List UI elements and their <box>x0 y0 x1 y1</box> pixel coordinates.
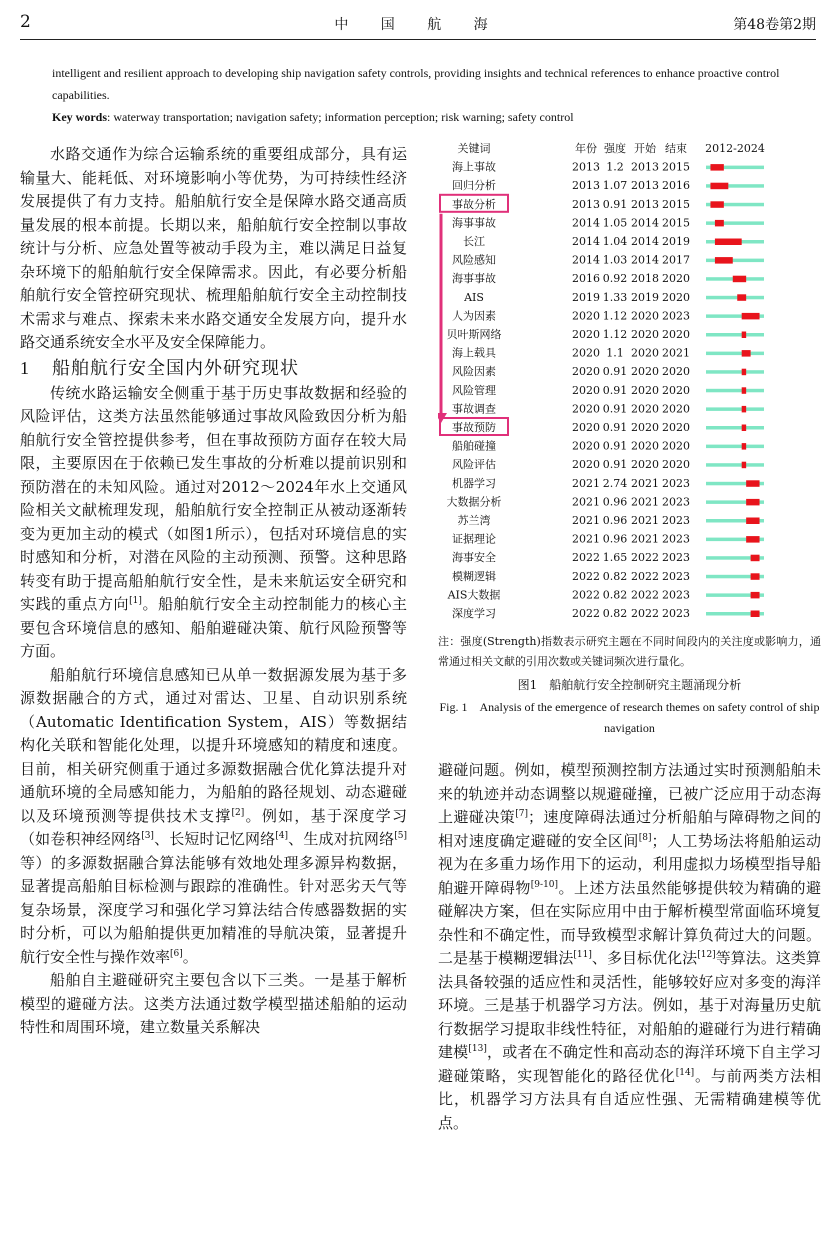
end-cell: 2020 <box>662 272 690 286</box>
strength-cell: 1.04 <box>602 235 628 248</box>
begin-cell: 2018 <box>631 272 659 286</box>
strength-cell: 1.12 <box>602 309 628 323</box>
end-cell: 2023 <box>662 495 690 509</box>
year-cell: 2020 <box>572 439 600 453</box>
timeline-baseline <box>706 352 764 356</box>
paragraph-text: ；人工势场法将船舶运动视为在多重力场作用下的运动，利用虚拟力场模型指导船舶避开障碍物 <box>438 831 821 897</box>
strength-cell: 0.82 <box>602 607 628 620</box>
end-cell: 2015 <box>662 216 690 230</box>
citation: [5] <box>394 831 407 841</box>
keyword-label: AIS <box>464 290 484 304</box>
citation: [2] <box>231 807 245 818</box>
begin-cell: 2020 <box>631 346 659 360</box>
paragraph-text: 避碰问题。例如，模型预测控制方法通过实时预测船舶未来的轨迹并动态调整以规避碰撞，已被广泛应用于动态海上避碰决策 <box>438 761 821 826</box>
burst-bar <box>742 332 746 339</box>
keyword-label: 海事事故 <box>452 216 496 230</box>
figure-caption-cn: 图1 船舶航行安全控制研究主题涌现分析 <box>517 678 742 692</box>
end-cell: 2020 <box>662 328 690 341</box>
paragraph-traditional-safety <box>20 382 407 664</box>
paragraph-text: 。船舶航行安全主动控制能力的核心主要包含环境信息的感知、船舶避碰决策、航行风险预警等方面。 <box>20 595 407 660</box>
burst-bar <box>742 313 760 320</box>
burst-bar <box>746 499 759 506</box>
paragraph-text: 等）的多源数据融合算法能够有效地处理多源异构数据，显著提高船舶目标检测与跟踪的准确性。针对恶劣天气等复杂场景，深度学习和强化学习算法结合传感器数据的实时分析，可以为船舶提供更加精准的导航决策，显著提升航行安全性与操作效率 <box>20 853 407 966</box>
keyword-label: 海上载具 <box>452 346 496 360</box>
year-cell: 2013 <box>572 197 600 211</box>
year-cell: 2020 <box>572 365 600 379</box>
left-column <box>20 143 407 1040</box>
burst-bar <box>742 350 751 357</box>
burst-bar <box>742 387 746 394</box>
column-header: 结束 <box>665 142 687 155</box>
year-cell: 2013 <box>572 160 600 174</box>
keyword-label: 风险评估 <box>452 458 496 472</box>
journal-title: 中 国 航 海 <box>334 17 502 33</box>
end-cell: 2023 <box>662 607 690 620</box>
begin-cell: 2013 <box>631 160 659 174</box>
paragraph-perception <box>20 664 407 970</box>
paragraph-text: 传统水路运输安全侧重于基于历史事故数据和经验的风险评估，这类方法虽然能够通过事故风险致因分析为船舶航行安全管控提供参考，但在事故预防方面存在较大局限，主要原因在于依赖已发生事故的分析难以提前识别和预防潜在的未知风险。通过对2012～2024年水上交通风险相关文献梳理发现，船舶航行安全控制正从被动逐渐转变为更加主动的模式（如图1所示），包括对环境信息的实时感知和分析，对潜在风险的主动预测、预警。这种思路转变有助于提高船舶航行安全性，是未来航运安全研究和实践的重点方向 <box>20 383 407 613</box>
year-cell: 2014 <box>572 253 600 267</box>
volume-issue: 第48卷第2期 <box>733 17 816 33</box>
begin-cell: 2020 <box>631 458 659 472</box>
column-header: 强度 <box>604 142 626 155</box>
keyword-label: 苏兰湾 <box>457 514 491 527</box>
burst-bar <box>742 443 746 450</box>
paragraph-text: 。例如，基于深度学习（如卷积神经网络 <box>20 806 407 848</box>
keyword-label: 证据理论 <box>452 532 496 546</box>
burst-bar <box>737 294 746 301</box>
burst-bar <box>746 518 759 525</box>
keyword-label: 深度学习 <box>452 607 496 620</box>
figure-1 <box>438 140 821 739</box>
keyword-label: 模糊逻辑 <box>452 569 496 583</box>
paragraph-text: ，或者在不确定性和高动态的海洋环境下自主学习避碰策略，实现智能化的路径优化 <box>438 1043 821 1085</box>
keyword-label: 风险管理 <box>452 383 496 397</box>
timeline-baseline <box>706 333 764 337</box>
strength-cell: 1.1 <box>606 346 624 360</box>
timeline-baseline <box>706 259 764 263</box>
begin-cell: 2019 <box>631 290 659 304</box>
paragraph-text: 船舶航行环境信息感知已从单一数据源发展为基于多源数据融合的方式，通过对雷达、卫星、自动识别系统（Automatic Identification System，AIS）等数据结构化关联和智能化处理，以提升环境感知的精度和速度。目前，相关研究侧重于通过多源数据融合优化算法提升对通航环境的全局感知能力，为船舶的路径规划、动态避碰以及环境预测等提供技术支撑 <box>20 665 407 825</box>
begin-cell: 2013 <box>631 197 659 211</box>
strength-cell: 1.05 <box>602 216 628 230</box>
burst-bar <box>746 480 759 487</box>
strength-cell: 0.96 <box>602 514 628 527</box>
year-cell: 2021 <box>572 495 600 509</box>
timeline-baseline <box>706 370 764 374</box>
burst-bar <box>742 425 746 432</box>
begin-cell: 2014 <box>631 216 659 230</box>
keyword-label: 船舶碰撞 <box>452 439 496 453</box>
burst-bar <box>710 201 723 208</box>
keyword-label: 贝叶斯网络 <box>446 328 502 341</box>
burst-bar <box>715 257 733 264</box>
burst-bar <box>746 536 759 543</box>
strength-cell: 2.74 <box>602 476 628 490</box>
burst-bar <box>715 220 724 227</box>
abstract-text: intelligent and resilient approach to developing ship navigation safety controls, providing insights and technical references to enhance proactive control capabilities. <box>52 66 780 102</box>
begin-cell: 2021 <box>631 532 659 546</box>
keywords-label: Key words <box>52 110 107 124</box>
timeline-baseline <box>706 389 764 393</box>
begin-cell: 2022 <box>631 569 659 583</box>
citation: [6] <box>170 948 183 959</box>
paragraph-text: 、长短时记忆网络 <box>153 830 276 848</box>
section-title: 船舶航行安全国内外研究现状 <box>52 357 299 379</box>
column-header: 年份 <box>575 142 597 155</box>
right-column <box>438 759 821 1135</box>
begin-cell: 2013 <box>631 179 659 193</box>
strength-cell: 0.82 <box>602 569 628 583</box>
paragraph-text: 、生成对抗网络 <box>288 830 395 848</box>
figure-caption-en: Fig. 1 Analysis of the emergence of research themes on safety control of ship navigation <box>439 700 820 735</box>
timeline-baseline <box>706 426 764 430</box>
burst-bar <box>715 239 742 246</box>
timeline-baseline <box>706 296 764 300</box>
keywords-line: Key words: waterway transportation; navigation safety; information perception; risk warning; safety control <box>52 110 574 124</box>
strength-cell: 0.91 <box>602 197 628 211</box>
end-cell: 2023 <box>662 532 690 546</box>
figure-note: 注：强度(Strength)指数表示研究主题在不同时间段内的关注度或影响力，通常通过相关文献的引用次数或关键词频次进行量化。 <box>438 635 821 668</box>
keyword-label: 回归分析 <box>452 179 496 193</box>
begin-cell: 2014 <box>631 235 659 248</box>
timeline-baseline <box>706 407 764 411</box>
year-cell: 2014 <box>572 216 600 230</box>
begin-cell: 2020 <box>631 365 659 379</box>
burst-bar <box>733 276 746 283</box>
year-cell: 2020 <box>572 328 600 341</box>
citation: [13] <box>468 1044 487 1054</box>
keyword-label: 事故预防 <box>452 421 496 434</box>
end-cell: 2020 <box>662 383 690 397</box>
strength-cell: 0.82 <box>602 588 628 602</box>
begin-cell: 2020 <box>631 402 659 416</box>
paragraph-text: 。与前两类方法相比，机器学习方法具有自适应性强、无需精确建模等优点。 <box>438 1066 821 1132</box>
page-number: 2 <box>20 12 31 32</box>
end-cell: 2023 <box>662 569 690 583</box>
end-cell: 2020 <box>662 365 690 379</box>
year-cell: 2014 <box>572 235 600 248</box>
begin-cell: 2014 <box>631 253 659 267</box>
section-heading <box>20 355 407 382</box>
keyword-label: 事故分析 <box>452 197 496 211</box>
year-cell: 2020 <box>572 402 600 416</box>
end-cell: 2020 <box>662 402 690 416</box>
paragraph-text: 等算法。这类算法具备较强的适应性和灵活性，能够较好应对多变的海洋环境。三是基于机器学习方法。例如，基于对海量历史航行数据学习提取非线性特征，对船舶的避碰行为进行精确建模 <box>438 949 821 1061</box>
paragraph-text: 。 <box>182 947 198 966</box>
strength-cell: 0.91 <box>602 383 628 397</box>
year-cell: 2016 <box>572 272 600 286</box>
paragraph-text: 。上述方法虽然能够提供较为精确的避碰解决方案，但在实际应用中由于解析模型常面临环境复杂性和不确定性，而导致模型求解计算负荷过大的问题。二是基于模糊逻辑法 <box>438 878 821 967</box>
end-cell: 2023 <box>662 476 690 490</box>
citation: [4] <box>275 831 289 841</box>
citation: [7] <box>515 809 528 819</box>
end-cell: 2023 <box>662 309 690 323</box>
burst-bar <box>742 462 746 469</box>
column-header: 关键词 <box>457 142 491 155</box>
strength-cell: 0.91 <box>602 421 628 434</box>
burst-bar <box>710 183 728 190</box>
keyword-label: AIS大数据 <box>447 588 501 602</box>
begin-cell: 2020 <box>631 383 659 397</box>
begin-cell: 2021 <box>631 495 659 509</box>
end-cell: 2021 <box>662 346 690 360</box>
strength-cell: 1.33 <box>602 290 628 304</box>
end-cell: 2017 <box>662 253 690 267</box>
burst-bar <box>742 369 746 376</box>
strength-cell: 0.96 <box>602 532 628 546</box>
strength-cell: 0.91 <box>602 365 628 379</box>
year-cell: 2022 <box>572 569 600 583</box>
burst-bar <box>742 406 746 413</box>
timeline-baseline <box>706 463 764 467</box>
year-cell: 2022 <box>572 551 600 565</box>
timeline-baseline <box>706 445 764 449</box>
citation: [8] <box>638 832 652 843</box>
strength-cell: 0.91 <box>602 458 628 472</box>
column-header: 开始 <box>634 142 656 155</box>
citation: [14] <box>675 1067 695 1078</box>
end-cell: 2020 <box>662 458 690 472</box>
end-cell: 2023 <box>662 514 690 527</box>
burst-bar <box>751 555 760 562</box>
burst-bar <box>751 611 760 618</box>
paragraph-collision-avoidance: 船舶自主避碰研究主要包含以下三类。一是基于解析模型的避碰方法。这类方法通过数学模型描述船舶的运动特性和周围环境，建立数量关系解决 <box>20 971 407 1036</box>
end-cell: 2019 <box>662 235 690 248</box>
end-cell: 2016 <box>662 179 690 193</box>
end-cell: 2023 <box>662 551 690 565</box>
begin-cell: 2022 <box>631 607 659 620</box>
citation: [3] <box>141 831 154 841</box>
year-cell: 2013 <box>572 179 600 193</box>
begin-cell: 2021 <box>631 476 659 490</box>
begin-cell: 2022 <box>631 551 659 565</box>
keywords-list: waterway transportation; navigation safety; information perception; risk warning; safety control <box>113 110 574 124</box>
strength-cell: 0.92 <box>602 272 628 286</box>
timeline-baseline <box>706 221 764 225</box>
year-cell: 2021 <box>572 532 600 546</box>
burst-bar <box>710 164 723 171</box>
year-cell: 2020 <box>572 309 600 323</box>
end-cell: 2023 <box>662 588 690 602</box>
end-cell: 2015 <box>662 160 690 174</box>
year-cell: 2020 <box>572 421 600 434</box>
burst-bar <box>751 592 760 599</box>
keyword-label: 海事安全 <box>452 551 496 565</box>
strength-cell: 1.03 <box>602 253 628 267</box>
running-header <box>20 12 816 38</box>
intro-paragraph: 水路交通作为综合运输系统的重要组成部分，具有运输量大、能耗低、对环境影响小等优势，为可持续性经济发展提供了有力支持。船舶航行安全是保障水路交通高质量发展的根本前提。长期以来，船舶航行安全控制以事故统计与分析、应急处置等被动手段为主，难以满足日益复杂环境下的船舶航行安全保障需求。因此，有必要分析船舶航行安全管控研究现状、梳理船舶航行安全主动控制技术需求与难点、探索未来水路交通安全发展方向，提升水路交通系统安全水平及安全保障能力。 <box>20 145 407 351</box>
end-cell: 2020 <box>662 439 690 453</box>
paragraph-methods <box>438 759 821 1135</box>
keyword-label: 机器学习 <box>452 476 496 490</box>
burst-chart <box>438 140 821 630</box>
keyword-label: 风险感知 <box>452 253 496 267</box>
strength-cell: 0.91 <box>602 439 628 453</box>
keyword-label: 人为因素 <box>452 309 496 323</box>
year-cell: 2020 <box>572 458 600 472</box>
abstract-tail <box>52 62 792 128</box>
keyword-label: 事故调查 <box>452 402 496 416</box>
year-cell: 2019 <box>572 290 600 304</box>
year-cell: 2021 <box>572 514 600 527</box>
keyword-label: 风险因素 <box>452 365 496 379</box>
burst-bar <box>751 573 760 580</box>
end-cell: 2020 <box>662 421 690 434</box>
paragraph-text: 、多目标优化法 <box>591 949 698 967</box>
begin-cell: 2020 <box>631 439 659 453</box>
keyword-label: 大数据分析 <box>446 495 502 509</box>
strength-cell: 1.65 <box>602 551 628 565</box>
end-cell: 2015 <box>662 197 690 211</box>
begin-cell: 2022 <box>631 588 659 602</box>
begin-cell: 2020 <box>631 421 659 434</box>
keyword-label: 长江 <box>463 235 485 248</box>
begin-cell: 2020 <box>631 309 659 323</box>
strength-cell: 1.12 <box>602 328 628 341</box>
strength-cell: 0.91 <box>602 402 628 416</box>
begin-cell: 2020 <box>631 328 659 341</box>
keyword-label: 海上事故 <box>452 160 496 174</box>
section-number: 1 <box>20 357 30 378</box>
end-cell: 2020 <box>662 290 690 304</box>
strength-cell: 0.96 <box>602 495 628 509</box>
year-cell: 2022 <box>572 588 600 602</box>
begin-cell: 2021 <box>631 514 659 527</box>
citation: [1] <box>129 596 142 606</box>
citation: [9-10] <box>530 879 559 890</box>
strength-cell: 1.07 <box>602 179 628 193</box>
year-cell: 2020 <box>572 383 600 397</box>
citation: [11] <box>573 950 592 960</box>
strength-cell: 1.2 <box>606 160 624 174</box>
header-rule <box>20 39 816 40</box>
year-cell: 2021 <box>572 476 600 490</box>
year-cell: 2022 <box>572 607 600 620</box>
keyword-label: 海事事故 <box>452 272 496 286</box>
column-header: 2012-2024 <box>705 142 765 155</box>
paragraph-text: ；速度障碍法通过分析船舶与障碍物之间的相对速度确定避碰的安全区间 <box>438 808 821 850</box>
citation: [12] <box>697 950 716 960</box>
year-cell: 2020 <box>572 346 600 360</box>
